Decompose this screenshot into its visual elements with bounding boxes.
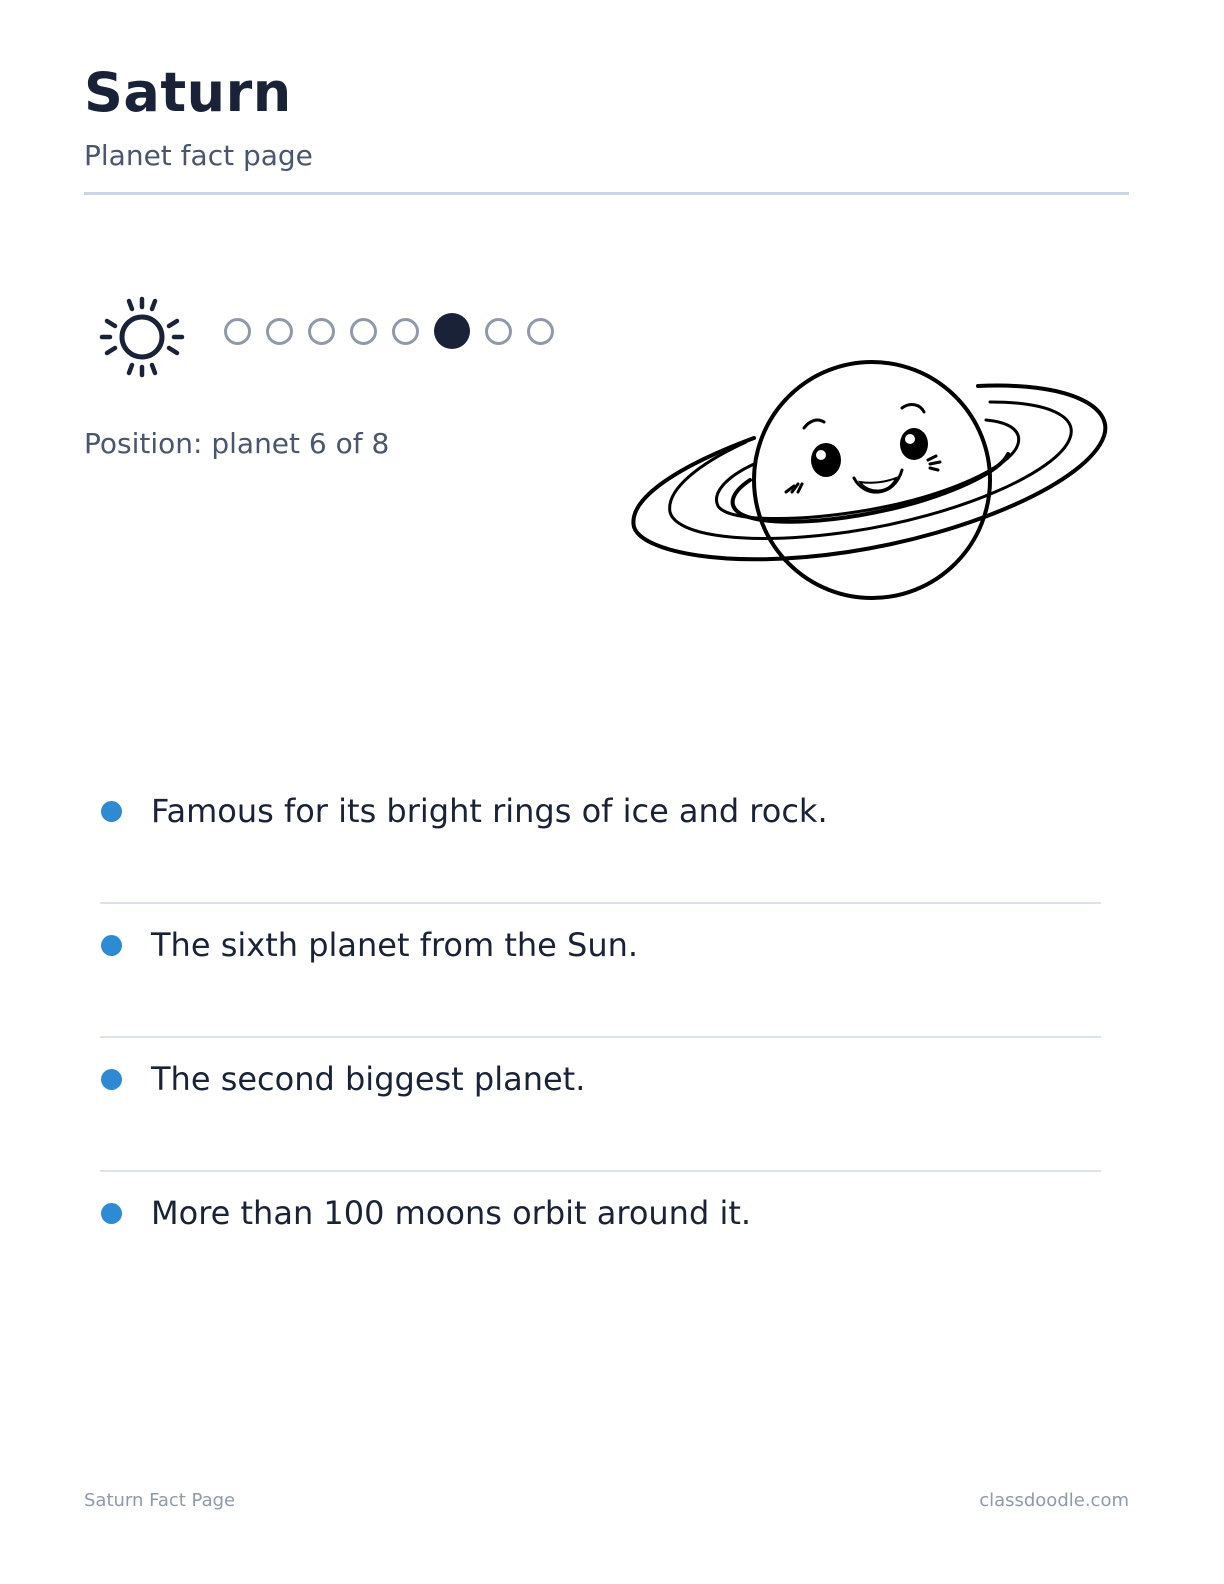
fact-item xyxy=(100,770,1101,904)
position-label: Position: planet 6 of 8 xyxy=(84,427,390,460)
position-dot-current xyxy=(434,313,470,349)
fact-item xyxy=(100,904,1101,1038)
footer-site: classdoodle.com xyxy=(979,1490,1129,1511)
header-divider xyxy=(84,192,1129,195)
fact-text: More than 100 moons orbit around it. xyxy=(151,1194,752,1232)
position-dot xyxy=(308,318,335,345)
footer-title: Saturn Fact Page xyxy=(84,1490,236,1511)
fact-item xyxy=(100,1038,1101,1172)
fact-list xyxy=(100,770,1101,1306)
position-dot xyxy=(392,318,419,345)
fact-text: The second biggest planet. xyxy=(151,1060,586,1098)
saturn-illustration xyxy=(628,352,1116,604)
sun-icon xyxy=(98,295,186,379)
bullet-icon xyxy=(101,801,122,822)
page-subtitle: Planet fact page xyxy=(84,139,313,172)
position-dot xyxy=(266,318,293,345)
planet-position-indicator xyxy=(224,318,554,349)
position-dot xyxy=(485,318,512,345)
position-dot xyxy=(350,318,377,345)
bullet-icon xyxy=(101,1203,122,1224)
position-dot xyxy=(224,318,251,345)
fact-text: The sixth planet from the Sun. xyxy=(151,926,639,964)
bullet-icon xyxy=(101,935,122,956)
fact-item xyxy=(100,1172,1101,1306)
page-title: Saturn xyxy=(84,61,292,124)
fact-text: Famous for its bright rings of ice and rock. xyxy=(151,792,828,830)
position-dot xyxy=(527,318,554,345)
bullet-icon xyxy=(101,1069,122,1090)
